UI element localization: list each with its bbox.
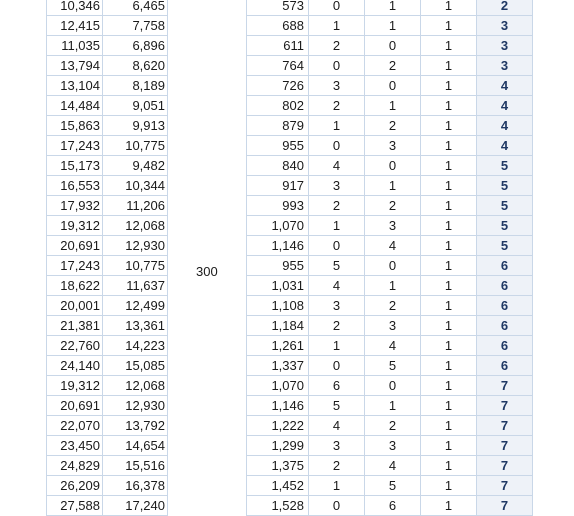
- table-row: [0, 56, 574, 76]
- result-cell[interactable]: 4: [477, 76, 533, 96]
- right-cell[interactable]: 1: [421, 196, 477, 216]
- left-cell[interactable]: 6,465: [103, 0, 168, 16]
- right-cell[interactable]: 2: [365, 196, 421, 216]
- table-row: [0, 336, 574, 356]
- table-row: [0, 476, 574, 496]
- right-cell[interactable]: 5: [309, 256, 365, 276]
- right-cell[interactable]: 0: [309, 356, 365, 376]
- result-cell[interactable]: 7: [477, 476, 533, 496]
- result-cell[interactable]: 5: [477, 196, 533, 216]
- table-row: [0, 96, 574, 116]
- right-cell[interactable]: 1: [309, 216, 365, 236]
- right-cell[interactable]: 1,299: [246, 436, 309, 456]
- result-cell[interactable]: 6: [477, 356, 533, 376]
- right-cell[interactable]: 1: [421, 56, 477, 76]
- result-cell[interactable]: 7: [477, 396, 533, 416]
- right-cell[interactable]: 573: [246, 0, 309, 16]
- right-cell[interactable]: 1: [421, 0, 477, 16]
- result-cell[interactable]: 3: [477, 56, 533, 76]
- right-cell[interactable]: 5: [365, 356, 421, 376]
- result-cell[interactable]: 4: [477, 136, 533, 156]
- right-cell[interactable]: 764: [246, 56, 309, 76]
- right-cell[interactable]: 1: [421, 76, 477, 96]
- left-cell[interactable]: 7,758: [103, 16, 168, 36]
- right-cell[interactable]: 1: [421, 16, 477, 36]
- left-cell[interactable]: 15,863: [46, 116, 103, 136]
- right-cell[interactable]: 4: [309, 156, 365, 176]
- right-cell[interactable]: 1,146: [246, 236, 309, 256]
- right-cell[interactable]: 0: [365, 76, 421, 96]
- right-cell[interactable]: 1: [421, 256, 477, 276]
- left-cell[interactable]: 15,085: [103, 356, 168, 376]
- right-cell[interactable]: 1,108: [246, 296, 309, 316]
- right-cell[interactable]: 1: [421, 456, 477, 476]
- right-cell[interactable]: 1: [309, 16, 365, 36]
- right-cell[interactable]: 1,031: [246, 276, 309, 296]
- left-cell[interactable]: 14,654: [103, 436, 168, 456]
- right-cell[interactable]: 1,528: [246, 496, 309, 516]
- result-cell[interactable]: 6: [477, 256, 533, 276]
- right-cell[interactable]: 2: [309, 316, 365, 336]
- right-cell[interactable]: 1: [421, 216, 477, 236]
- result-cell[interactable]: 4: [477, 96, 533, 116]
- table-row: [0, 256, 574, 276]
- right-cell[interactable]: 1,375: [246, 456, 309, 476]
- table-row: [0, 236, 574, 256]
- right-cell[interactable]: 4: [365, 456, 421, 476]
- right-cell[interactable]: 1,452: [246, 476, 309, 496]
- left-cell[interactable]: 11,206: [103, 196, 168, 216]
- right-cell[interactable]: 1: [421, 356, 477, 376]
- left-cell[interactable]: 24,140: [46, 356, 103, 376]
- result-cell[interactable]: 5: [477, 156, 533, 176]
- right-cell[interactable]: 611: [246, 36, 309, 56]
- right-cell[interactable]: 1,337: [246, 356, 309, 376]
- right-cell[interactable]: 955: [246, 136, 309, 156]
- left-cell[interactable]: 14,484: [46, 96, 103, 116]
- table-row: [0, 136, 574, 156]
- result-cell[interactable]: 5: [477, 176, 533, 196]
- right-cell[interactable]: 1: [365, 276, 421, 296]
- table-row: [0, 456, 574, 476]
- right-cell[interactable]: 1: [421, 96, 477, 116]
- result-cell[interactable]: 5: [477, 216, 533, 236]
- right-cell[interactable]: 2: [309, 96, 365, 116]
- right-cell[interactable]: 993: [246, 196, 309, 216]
- table-row: [0, 496, 574, 516]
- result-cell[interactable]: 4: [477, 116, 533, 136]
- result-cell[interactable]: 7: [477, 456, 533, 476]
- right-cell[interactable]: 0: [309, 136, 365, 156]
- right-cell[interactable]: 1: [365, 396, 421, 416]
- result-cell[interactable]: 6: [477, 276, 533, 296]
- right-cell[interactable]: 4: [309, 416, 365, 436]
- left-cell[interactable]: 12,415: [46, 16, 103, 36]
- right-cell[interactable]: 688: [246, 16, 309, 36]
- left-cell[interactable]: 9,482: [103, 156, 168, 176]
- right-cell[interactable]: 3: [365, 436, 421, 456]
- right-cell[interactable]: 1: [421, 416, 477, 436]
- right-cell[interactable]: 2: [365, 296, 421, 316]
- right-cell[interactable]: 3: [309, 176, 365, 196]
- left-cell[interactable]: 10,775: [103, 136, 168, 156]
- table-row: [0, 216, 574, 236]
- right-cell[interactable]: 1: [421, 136, 477, 156]
- right-cell[interactable]: 5: [365, 476, 421, 496]
- result-cell[interactable]: 7: [477, 416, 533, 436]
- right-cell[interactable]: 1: [421, 176, 477, 196]
- left-cell[interactable]: 9,051: [103, 96, 168, 116]
- result-cell[interactable]: 3: [477, 16, 533, 36]
- table-row: [0, 416, 574, 436]
- left-cell[interactable]: 22,070: [46, 416, 103, 436]
- table-row: [0, 356, 574, 376]
- left-cell[interactable]: 11,637: [103, 276, 168, 296]
- left-cell[interactable]: 16,378: [103, 476, 168, 496]
- right-cell[interactable]: 2: [365, 56, 421, 76]
- left-cell[interactable]: 20,691: [46, 236, 103, 256]
- result-cell[interactable]: 7: [477, 496, 533, 516]
- left-cell[interactable]: 12,930: [103, 236, 168, 256]
- left-cell[interactable]: 17,243: [46, 256, 103, 276]
- table-row: [0, 0, 574, 16]
- right-cell[interactable]: 1,070: [246, 376, 309, 396]
- table-row: [0, 16, 574, 36]
- result-cell[interactable]: 6: [477, 316, 533, 336]
- result-cell[interactable]: 6: [477, 336, 533, 356]
- left-cell[interactable]: 8,189: [103, 76, 168, 96]
- right-cell[interactable]: 3: [365, 316, 421, 336]
- right-cell[interactable]: 917: [246, 176, 309, 196]
- left-cell[interactable]: 14,223: [103, 336, 168, 356]
- table-row: [0, 376, 574, 396]
- left-cell[interactable]: 12,068: [103, 216, 168, 236]
- middle-value-cell[interactable]: 300: [196, 264, 218, 279]
- result-cell[interactable]: 2: [477, 0, 533, 16]
- right-cell[interactable]: 0: [309, 236, 365, 256]
- table-row: [0, 76, 574, 96]
- right-cell[interactable]: 0: [365, 256, 421, 276]
- left-cell[interactable]: 12,068: [103, 376, 168, 396]
- right-cell[interactable]: 955: [246, 256, 309, 276]
- right-cell[interactable]: 1: [421, 476, 477, 496]
- left-cell[interactable]: 21,381: [46, 316, 103, 336]
- right-cell[interactable]: 1: [309, 476, 365, 496]
- result-cell[interactable]: 6: [477, 296, 533, 316]
- right-cell[interactable]: 3: [309, 296, 365, 316]
- left-cell[interactable]: 17,240: [103, 496, 168, 516]
- left-cell[interactable]: 12,930: [103, 396, 168, 416]
- right-cell[interactable]: 4: [365, 336, 421, 356]
- right-cell[interactable]: 1: [365, 0, 421, 16]
- left-cell[interactable]: 16,553: [46, 176, 103, 196]
- left-cell[interactable]: 10,346: [46, 0, 103, 16]
- right-cell[interactable]: 1: [421, 436, 477, 456]
- table-row: [0, 116, 574, 136]
- left-cell[interactable]: 11,035: [46, 36, 103, 56]
- table-row: [0, 316, 574, 336]
- table-row: [0, 176, 574, 196]
- left-cell[interactable]: 8,620: [103, 56, 168, 76]
- left-cell[interactable]: 18,622: [46, 276, 103, 296]
- right-cell[interactable]: 2: [365, 416, 421, 436]
- right-cell[interactable]: 0: [309, 56, 365, 76]
- left-cell[interactable]: 9,913: [103, 116, 168, 136]
- table-row: [0, 156, 574, 176]
- right-cell[interactable]: 1: [421, 276, 477, 296]
- left-cell[interactable]: 17,243: [46, 136, 103, 156]
- right-cell[interactable]: 1,146: [246, 396, 309, 416]
- right-cell[interactable]: 1: [421, 376, 477, 396]
- right-cell[interactable]: 5: [309, 396, 365, 416]
- table-row: [0, 276, 574, 296]
- right-cell[interactable]: 1,261: [246, 336, 309, 356]
- right-cell[interactable]: 1: [421, 156, 477, 176]
- left-cell[interactable]: 19,312: [46, 216, 103, 236]
- right-cell[interactable]: 2: [309, 36, 365, 56]
- table-row: [0, 396, 574, 416]
- left-cell[interactable]: 10,344: [103, 176, 168, 196]
- right-cell[interactable]: 3: [309, 76, 365, 96]
- right-cell[interactable]: 2: [365, 116, 421, 136]
- right-cell[interactable]: 1: [421, 36, 477, 56]
- left-cell[interactable]: 22,760: [46, 336, 103, 356]
- right-cell[interactable]: 1: [309, 336, 365, 356]
- right-cell[interactable]: 4: [365, 236, 421, 256]
- right-cell[interactable]: 0: [365, 156, 421, 176]
- right-cell[interactable]: 1,222: [246, 416, 309, 436]
- right-cell[interactable]: 1: [365, 176, 421, 196]
- right-cell[interactable]: 3: [365, 136, 421, 156]
- left-cell[interactable]: 20,001: [46, 296, 103, 316]
- right-cell[interactable]: 726: [246, 76, 309, 96]
- right-cell[interactable]: 0: [365, 376, 421, 396]
- left-cell[interactable]: 10,775: [103, 256, 168, 276]
- left-cell[interactable]: 12,499: [103, 296, 168, 316]
- left-cell[interactable]: 17,932: [46, 196, 103, 216]
- table-row: [0, 296, 574, 316]
- right-cell[interactable]: 1: [421, 396, 477, 416]
- right-cell[interactable]: 840: [246, 156, 309, 176]
- left-cell[interactable]: 15,516: [103, 456, 168, 476]
- right-cell[interactable]: 6: [365, 496, 421, 516]
- right-cell[interactable]: 1: [421, 116, 477, 136]
- right-cell[interactable]: 1: [365, 96, 421, 116]
- left-cell[interactable]: 27,588: [46, 496, 103, 516]
- right-cell[interactable]: 3: [309, 436, 365, 456]
- right-cell[interactable]: 1: [421, 496, 477, 516]
- right-cell[interactable]: 1,184: [246, 316, 309, 336]
- left-cell[interactable]: 24,829: [46, 456, 103, 476]
- right-cell[interactable]: 0: [309, 0, 365, 16]
- right-cell[interactable]: 1: [421, 336, 477, 356]
- left-cell[interactable]: 13,361: [103, 316, 168, 336]
- right-cell[interactable]: 3: [365, 216, 421, 236]
- right-cell[interactable]: 1: [309, 116, 365, 136]
- right-cell[interactable]: 1: [365, 16, 421, 36]
- table-row: [0, 196, 574, 216]
- left-cell[interactable]: 19,312: [46, 376, 103, 396]
- right-cell[interactable]: 1: [421, 296, 477, 316]
- left-cell[interactable]: 20,691: [46, 396, 103, 416]
- right-cell[interactable]: 1: [421, 316, 477, 336]
- left-cell[interactable]: 6,896: [103, 36, 168, 56]
- result-cell[interactable]: 7: [477, 436, 533, 456]
- left-cell[interactable]: 13,792: [103, 416, 168, 436]
- right-cell[interactable]: 2: [309, 196, 365, 216]
- right-cell[interactable]: 802: [246, 96, 309, 116]
- right-cell[interactable]: 879: [246, 116, 309, 136]
- left-cell[interactable]: 26,209: [46, 476, 103, 496]
- table-row: [0, 36, 574, 56]
- result-cell[interactable]: 7: [477, 376, 533, 396]
- right-cell[interactable]: 1,070: [246, 216, 309, 236]
- left-cell[interactable]: 15,173: [46, 156, 103, 176]
- right-cell[interactable]: 0: [309, 496, 365, 516]
- right-cell[interactable]: 1: [421, 236, 477, 256]
- right-cell[interactable]: 6: [309, 376, 365, 396]
- left-cell[interactable]: 13,794: [46, 56, 103, 76]
- right-cell[interactable]: 2: [309, 456, 365, 476]
- left-cell[interactable]: 13,104: [46, 76, 103, 96]
- left-cell[interactable]: 23,450: [46, 436, 103, 456]
- table-row: [0, 436, 574, 456]
- result-cell[interactable]: 3: [477, 36, 533, 56]
- right-cell[interactable]: 0: [365, 36, 421, 56]
- right-cell[interactable]: 4: [309, 276, 365, 296]
- result-cell[interactable]: 5: [477, 236, 533, 256]
